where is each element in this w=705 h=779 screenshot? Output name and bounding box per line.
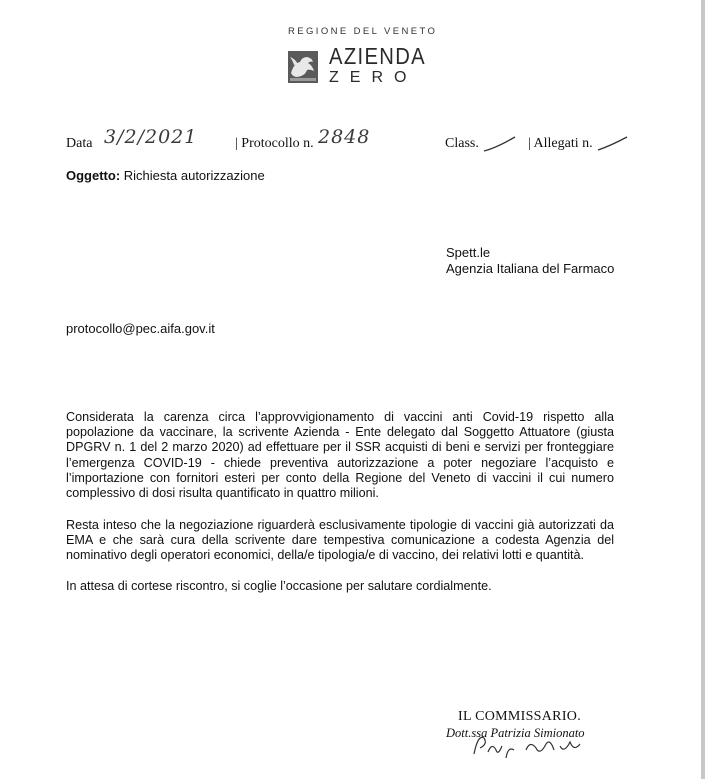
org-name-line2: ZERO [329, 69, 418, 86]
protocol-value: 2848 [318, 126, 371, 148]
body-paragraph: Resta inteso che la negoziazione riguarderà esclusivamente tipologie di vaccini già autorizzati da EMA e che sarà cura della scrivente dare tempestiva comunicazione a codesta Agenzia del nominativo degli operatori economici, della/e tipologia/e di vaccino, dei relativi lotti e quantità. [66, 518, 614, 563]
body-paragraph: In attesa di cortese riscontro, si coglie l’occasione per salutare cordialmente. [66, 579, 492, 593]
region-name: REGIONE DEL VENETO [288, 26, 438, 37]
lion-of-saint-mark-icon [288, 51, 318, 83]
recipient-email: protocollo@pec.aifa.gov.it [66, 321, 215, 336]
handwritten-signature [470, 728, 610, 762]
recipient-line2: Agenzia Italiana del Farmaco [446, 261, 615, 276]
subject-line [66, 168, 265, 183]
subject-text: Richiesta autorizzazione [123, 168, 265, 183]
class-dash-mark [482, 134, 518, 154]
class-label: Class. [445, 136, 479, 151]
body-paragraph: Considerata la carenza circa l’approvvigionamento di vaccini anti Covid-19 rispetto alla popolazione da vaccinare, la scrivente Azienda - Ente delegato dal Soggetto Attuatore (giusta DPGRV n. 1 del 2 marzo 2020) ad effettuare per il SSR acquisti di beni e servizi per fronteggiare l’emergenza COVID-19 - chiede preventiva autorizzazione a poter negoziare l’acquisto e l’importazione con fornitori esteri per conto della Regione del Veneto di vaccini il cui numero complessivo di dosi risulta quantificato in quattro milioni. [66, 410, 614, 501]
subject-label: Oggetto: [66, 168, 121, 183]
date-label: Data [66, 136, 93, 151]
recipient-line1: Spett.le [446, 245, 491, 260]
signature-title: IL COMMISSARIO. [458, 709, 581, 724]
page-edge [701, 0, 705, 779]
attachments-dash-mark [596, 134, 630, 154]
date-value: 3/2/2021 [104, 126, 198, 148]
signature-name: Dott.ssa Patrizia Simionato [446, 726, 585, 740]
org-name-line1: AZIENDA [329, 43, 426, 69]
protocol-label: | Protocollo n. [235, 136, 314, 151]
attachments-label: | Allegati n. [528, 136, 593, 151]
agency-logo [288, 43, 426, 91]
